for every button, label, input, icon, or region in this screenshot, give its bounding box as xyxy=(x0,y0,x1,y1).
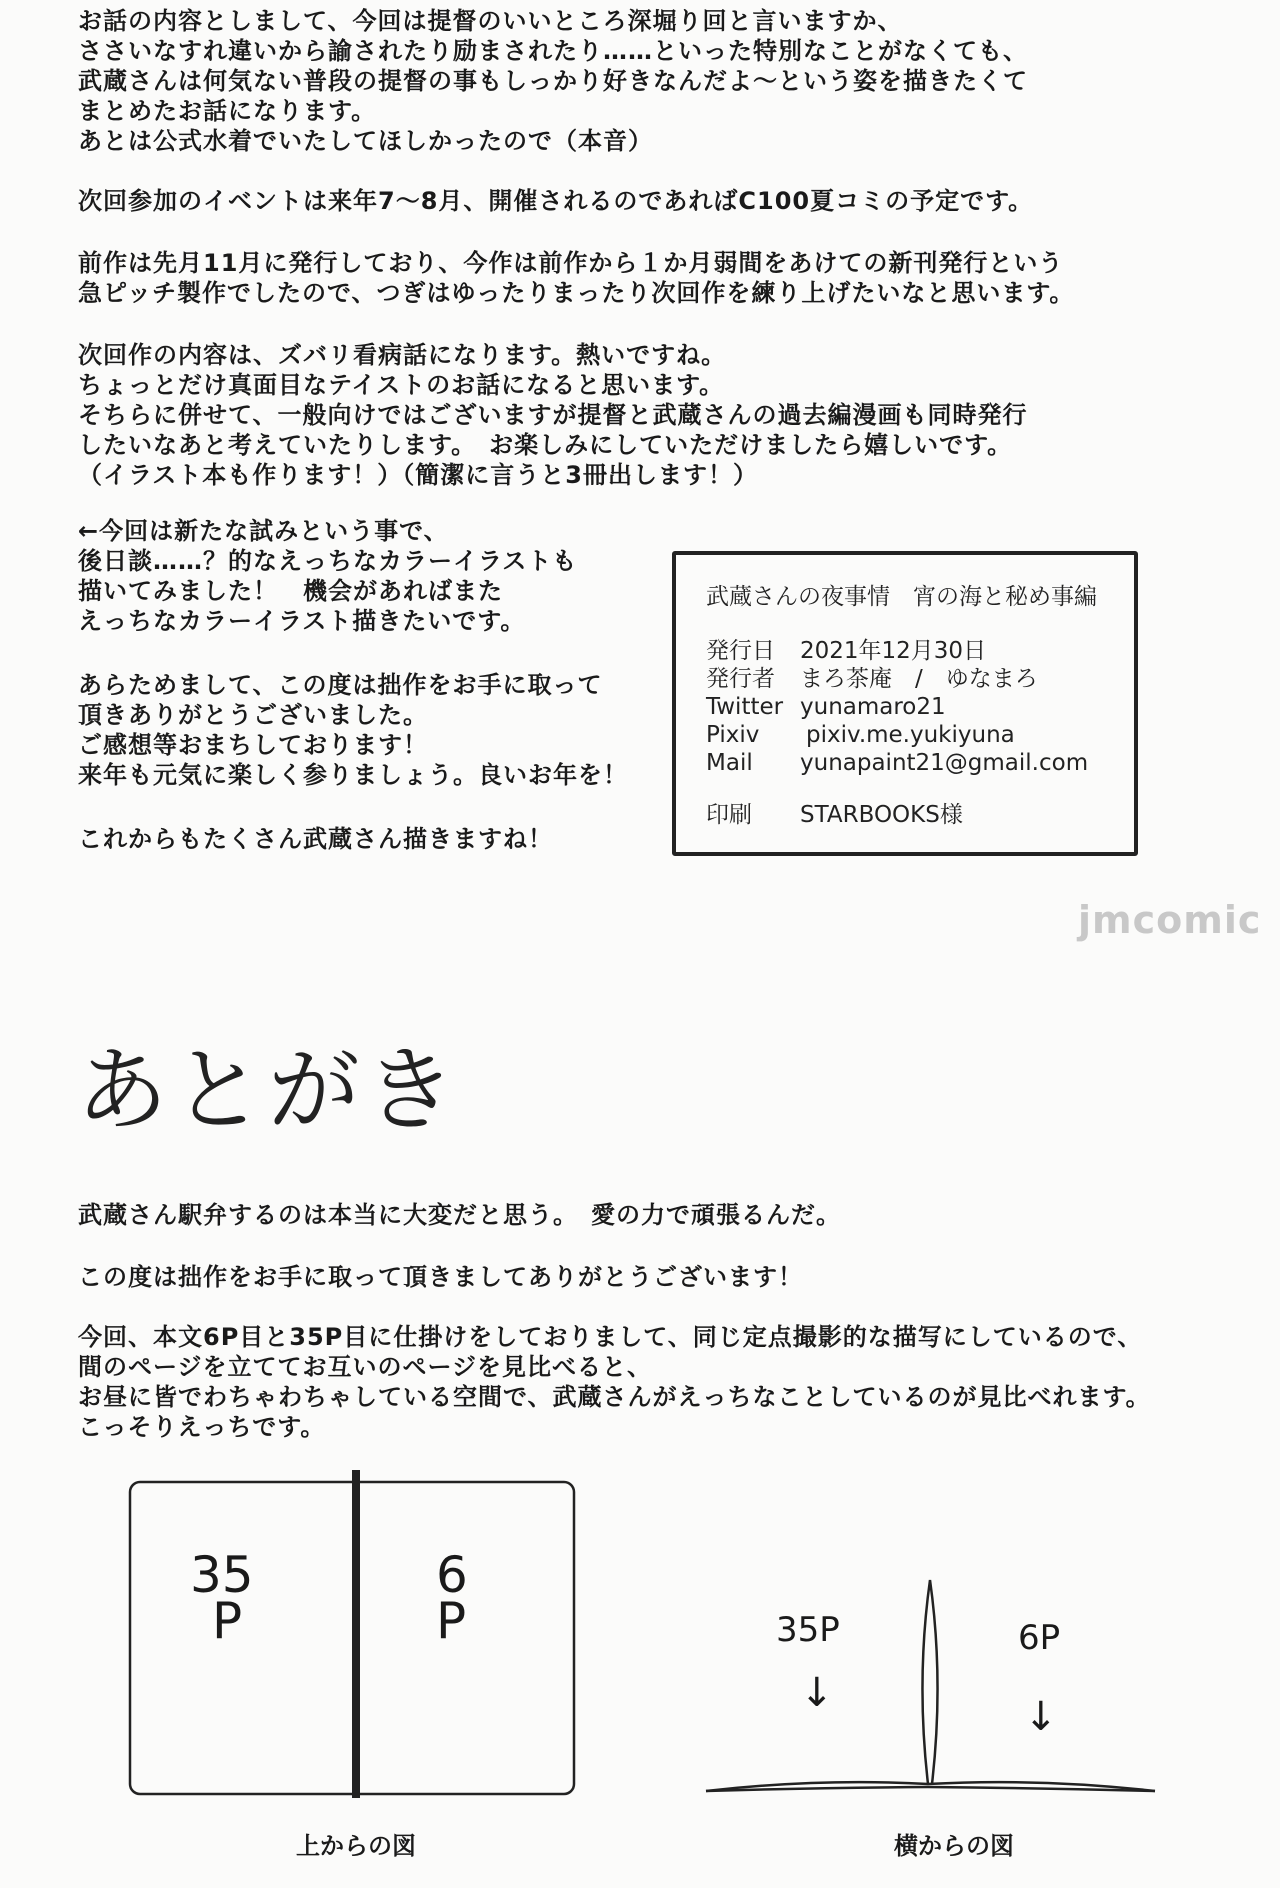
top-view-caption: 上からの図 xyxy=(296,1832,416,1860)
colophon-key: 発行日 xyxy=(706,638,775,664)
page-letter: P xyxy=(436,1592,467,1650)
side-view-right-label: 6P xyxy=(1018,1618,1061,1658)
intro-paragraph xyxy=(78,6,1028,156)
text-line: そちらに併せて、一般向けではございますが提督と武蔵さんの過去編漫画も同時発行 xyxy=(78,401,1028,429)
top-view-left-page-label xyxy=(190,1546,254,1650)
text-line: 次回作の内容は、ズバリ看病話になります。熱いですね。 xyxy=(78,341,727,369)
text-line: 前作は先月11月に発行しており、今作は前作から１か月弱間をあけての新刊発行という xyxy=(78,249,1064,277)
closing-paragraph xyxy=(78,824,553,854)
text-line: ささいなすれ違いから諭されたり励まされたり……といった特別なことがなくても、 xyxy=(78,37,1028,65)
down-arrow-icon: ↓ xyxy=(800,1670,834,1716)
text-line: えっちなカラーイラスト描きたいです。 xyxy=(78,607,526,635)
text-line: したいなあと考えていたりします。 お楽しみにしていただけましたら嬉しいです。 xyxy=(78,431,1013,459)
text-line: 今回、本文6P目と35P目に仕掛けをしておりまして、同じ定点撮影的な描写にしているので、 xyxy=(78,1323,1143,1351)
text-line: これからもたくさん武蔵さん描きますね！ xyxy=(78,825,553,853)
afterword-heading: あとがき xyxy=(76,1037,461,1144)
colophon-value: STARBOOKS様 xyxy=(800,802,963,828)
text-line: 武蔵さん駅弁するのは本当に大変だと思う。 愛の力で頑張るんだ。 xyxy=(78,1201,841,1229)
colophon-title: 武蔵さんの夜事情 宵の海と秘め事編 xyxy=(706,584,1097,610)
text-line: こっそりえっちです。 xyxy=(78,1413,326,1441)
colophon-value: 2021年12月30日 xyxy=(800,638,987,664)
text-line: あらためまして、この度は拙作をお手に取って xyxy=(78,671,603,699)
text-line: まとめたお話になります。 xyxy=(78,97,377,125)
text-line: 急ピッチ製作でしたので、つぎはゆったりまったり次回作を練り上げたいなと思います。 xyxy=(78,279,1075,307)
color-illust-paragraph xyxy=(78,516,577,636)
next-work-paragraph xyxy=(78,340,1028,490)
colophon-value: まろ茶庵 / ゆなまろ xyxy=(800,666,1038,692)
afterword-line-1 xyxy=(78,1200,841,1230)
colophon-row-publisher xyxy=(706,665,1038,693)
colophon-key: 発行者 xyxy=(706,666,775,692)
afterword-gimmick-paragraph xyxy=(78,1322,1151,1442)
text-line: （イラスト本も作ります！）（簡潔に言うと3冊出します！） xyxy=(78,461,758,489)
colophon-value: yunamaro21 xyxy=(800,694,946,720)
top-view-right-page-label xyxy=(436,1546,468,1650)
colophon-value: pixiv.me.yukiyuna xyxy=(806,722,1015,748)
page-number: 6 xyxy=(436,1546,468,1604)
watermark-logo: jmcomic xyxy=(1078,898,1262,942)
colophon-row-date xyxy=(706,637,987,665)
text-line: あとは公式水着でいたしてほしかったので（本音） xyxy=(78,127,653,155)
text-line: 頂きありがとうございました。 xyxy=(78,701,428,729)
colophon-row-pixiv xyxy=(706,721,1015,749)
previous-work-paragraph xyxy=(78,248,1074,308)
open-pages-curve xyxy=(706,1782,1155,1791)
colophon-key: Mail xyxy=(706,750,753,776)
colophon-row-mail xyxy=(706,749,1089,777)
text-line: 来年も元気に楽しく参りましょう。良いお年を！ xyxy=(78,761,628,789)
thanks-paragraph xyxy=(78,670,628,790)
page-letter: P xyxy=(212,1592,243,1650)
text-line: この度は拙作をお手に取って頂きましてありがとうございます！ xyxy=(78,1263,803,1291)
text-line: 次回参加のイベントは来年7〜8月、開催されるのであればC100夏コミの予定です。 xyxy=(78,187,1034,215)
text-line: 描いてみました！ 機会があればまた xyxy=(78,577,503,605)
colophon-key: 印刷 xyxy=(706,802,752,828)
page-number: 35 xyxy=(190,1546,254,1604)
text-line: 後日談……？的なえっちなカラーイラストも xyxy=(78,547,578,575)
side-view-book xyxy=(706,1580,1155,1791)
text-line: お話の内容としまして、今回は提督のいいところ深堀り回と言いますか、 xyxy=(78,7,903,35)
open-pages-base xyxy=(706,1787,1155,1791)
colophon-row-twitter xyxy=(706,693,946,721)
text-line: ちょっとだけ真面目なテイストのお話になると思います。 xyxy=(78,371,725,399)
down-arrow-icon: ↓ xyxy=(1024,1694,1058,1740)
colophon-value: yunapaint21@gmail.com xyxy=(800,750,1089,776)
colophon-box xyxy=(672,551,1138,856)
side-view-caption: 横からの図 xyxy=(894,1832,1014,1860)
standing-page xyxy=(922,1580,937,1784)
colophon-row-print xyxy=(706,801,963,829)
text-line: お昼に皆でわちゃわちゃしている空間で、武蔵さんがえっちなことしているのが見比べれます。 xyxy=(78,1383,1151,1411)
afterword-line-2 xyxy=(78,1262,803,1292)
colophon-key: Twitter xyxy=(706,694,784,720)
colophon-key: Pixiv xyxy=(706,722,760,748)
text-line: ご感想等おまちしております！ xyxy=(78,731,428,759)
text-line: 武蔵さんは何気ない普段の提督の事もしっかり好きなんだよ〜という姿を描きたくて xyxy=(78,67,1028,95)
text-line: ←今回は新たな試みという事で、 xyxy=(78,517,449,545)
side-view-left-label: 35P xyxy=(776,1610,840,1650)
next-event-paragraph xyxy=(78,186,1033,216)
text-line: 間のページを立ててお互いのページを見比べると、 xyxy=(78,1353,653,1381)
